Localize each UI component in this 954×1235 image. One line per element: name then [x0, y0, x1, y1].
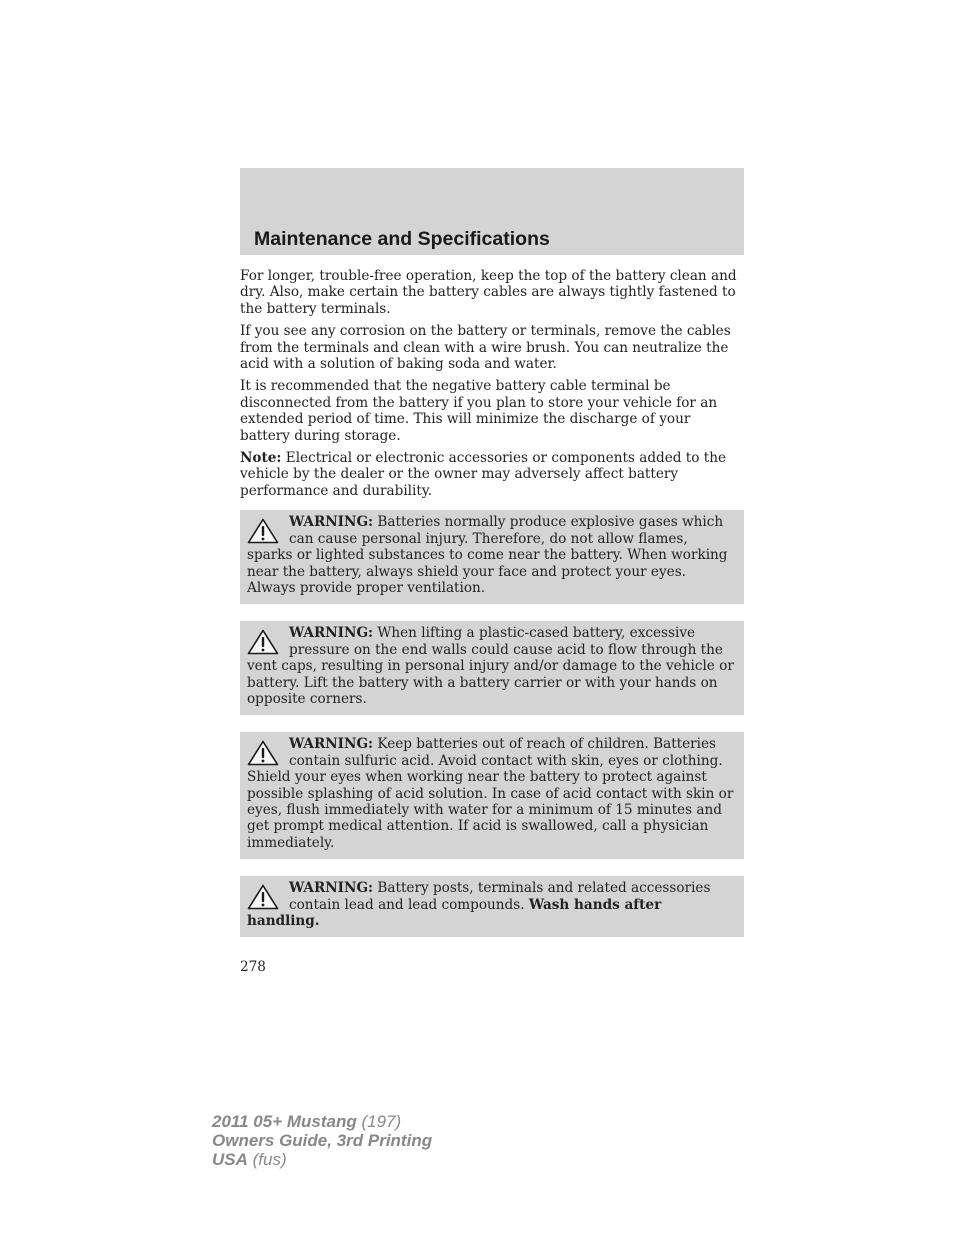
- paragraph: If you see any corrosion on the battery or terminals, remove the cables from the terminals and clean with a wire brush. You can neutralize the acid with a solution of baking soda and water.: [240, 323, 731, 373]
- warning-label: WARNING:: [289, 625, 374, 642]
- paragraph: For longer, trouble-free operation, keep the top of the battery clean and dry. Also, make certain the battery cables are always tightly fastened to the battery terminals.: [240, 268, 737, 317]
- main-content: [240, 268, 744, 937]
- warning-label: WARNING:: [289, 514, 374, 531]
- warning-triangle-icon: [247, 884, 279, 910]
- warning-box: [240, 732, 744, 859]
- warning-text: Battery posts, terminals and related accessories contain lead and lead compounds.: [289, 880, 711, 913]
- warning-text: Batteries normally produce explosive gases which can cause personal injury. Therefore, do not allow flames, sparks or lighted substances to come near the battery. When working near the battery, always shield your face and protect your eyes. Always provide proper ventilation.: [247, 514, 728, 596]
- footer-market-code: (fus): [247, 1150, 287, 1169]
- warning-label: WARNING:: [289, 736, 374, 753]
- warning-triangle-icon: [247, 740, 279, 766]
- page-number: 278: [240, 959, 266, 975]
- warning-label: WARNING:: [289, 880, 374, 897]
- footer-imprint: [212, 1112, 432, 1169]
- footer-code: (197): [356, 1112, 402, 1131]
- note-text: Electrical or electronic accessories or components added to the vehicle by the dealer or the owner may adversely affect battery performance and durability.: [240, 450, 727, 499]
- warning-emphasis: Wash hands after handling.: [247, 896, 662, 929]
- warning-box: [240, 876, 744, 937]
- footer-line: [212, 1150, 432, 1169]
- note-paragraph: [240, 450, 744, 499]
- footer-model: 2011 05+ Mustang: [212, 1112, 357, 1131]
- warning-box: [240, 621, 744, 715]
- footer-line: [212, 1131, 432, 1150]
- warning-text: When lifting a plastic-cased battery, excessive pressure on the end walls could cause acid to flow through the vent caps, resulting in personal injury and/or damage to the vehicle or battery. Lift the battery with a battery carrier or with your hands on opposite corners.: [247, 625, 734, 707]
- footer-line: [212, 1112, 432, 1131]
- paragraph: It is recommended that the negative battery cable terminal be disconnected from the battery if you plan to store your vehicle for an extended period of time. This will minimize the discharge of your battery during storage.: [240, 378, 718, 444]
- section-header: [240, 168, 744, 255]
- warning-box: [240, 510, 744, 604]
- footer-market: USA: [212, 1150, 248, 1169]
- warning-triangle-icon: [247, 518, 279, 544]
- page-title: Maintenance and Specifications: [254, 228, 550, 250]
- warning-triangle-icon: [247, 629, 279, 655]
- footer-guide: Owners Guide, 3rd Printing: [212, 1131, 433, 1150]
- note-label: Note:: [240, 450, 282, 467]
- warning-text: Keep batteries out of reach of children. Batteries contain sulfuric acid. Avoid contact with skin, eyes or clothing. Shield your eyes when working near the battery to protect against possible splashing of acid solution. In case of acid contact with skin or eyes, flush immediately with water for a minimum of 15 minutes and get prompt medical attention. If acid is swallowed, call a physician immediately.: [247, 736, 734, 851]
